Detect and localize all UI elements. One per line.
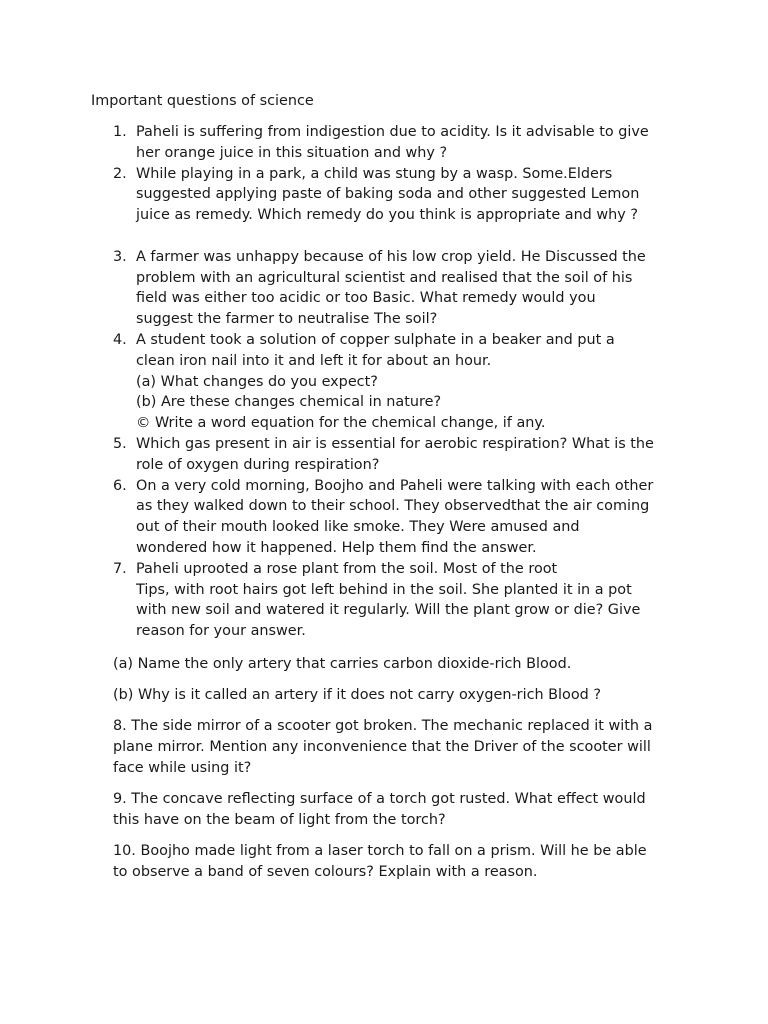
paragraph-text-line: to observe a band of seven colours? Explain with a reason. [113,863,538,880]
question-text-line: While playing in a park, a child was stung by a wasp. Some.Elders [136,165,613,182]
question-text-line: A farmer was unhappy because of his low crop yield. He Discussed the [136,248,646,265]
question-number: 6. [113,477,127,494]
question-item-6 [113,476,683,559]
question-text-line: role of oxygen during respiration? [136,456,380,473]
question-text-line: Paheli uprooted a rose plant from the soil. Most of the root [136,560,558,577]
question-number: 7. [113,560,127,577]
question-text-line: © Write a word equation for the chemical change, if any. [136,415,546,432]
question-text-line: her orange juice in this situation and why ? [136,144,448,161]
question-text-line: with new soil and watered it regularly. Will the plant grow or die? Give [136,602,641,619]
question-item-2 [113,164,683,247]
paragraph-question-9 [113,789,693,831]
paragraph-artery-a [113,654,693,675]
question-number: 2. [113,165,127,182]
document-title: Important questions of science [91,93,314,109]
paragraph-text-line: (b) Why is it called an artery if it does not carry oxygen-rich Blood ? [113,687,602,703]
question-text-line: clean iron nail into it and left it for about an hour. [136,352,492,369]
paragraph-text-line: (a) Name the only artery that carries carbon dioxide-rich Blood. [113,656,572,672]
question-text-line: as they walked down to their school. They observedthat the air coming [136,498,650,515]
question-item-4 [113,330,683,434]
question-item-3 [113,247,683,330]
question-text-line: A student took a solution of copper sulphate in a beaker and put a [136,331,615,348]
paragraph-question-10 [113,841,693,883]
question-text-line: Paheli is suffering from indigestion due to acidity. Is it advisable to give [136,124,649,140]
question-text-line: suggested applying paste of baking soda and other suggested Lemon [136,186,640,203]
question-text-line: out of their mouth looked like smoke. They Were amused and [136,519,580,536]
question-text-line: field was either too acidic or too Basic. What remedy would you [136,290,596,307]
question-number: 5. [113,435,127,452]
question-text-line: (b) Are these changes chemical in nature? [136,394,442,411]
paragraph-text-line: this have on the beam of light from the torch? [113,811,446,828]
question-text-line: wondered how it happened. Help them find the answer. [136,539,537,556]
question-text-line: (a) What changes do you expect? [136,373,378,390]
question-item-5 [113,434,683,476]
question-text-line: On a very cold morning, Boojho and Paheli were talking with each other [136,477,654,494]
paragraph-text-line: face while using it? [113,759,252,776]
question-text-line: Which gas present in air is essential for aerobic respiration? What is the [136,435,654,452]
question-text-line: Tips, with root hairs got left behind in the soil. She planted it in a pot [136,581,632,598]
paragraph-text-line: plane mirror. Mention any inconvenience that the Driver of the scooter will [113,738,651,755]
questions-list [113,122,683,642]
paragraph-text-line: 10. Boojho made light from a laser torch to fall on a prism. Will he be able [113,843,647,859]
question-text-line: suggest the farmer to neutralise The soil? [136,311,438,328]
question-item-1 [113,122,683,164]
paragraph-question-8 [113,716,693,778]
paragraph-artery-b [113,685,693,706]
question-text-line: problem with an agricultural scientist and realised that the soil of his [136,269,633,286]
question-number: 3. [113,248,127,265]
paragraph-text-line: 8. The side mirror of a scooter got broken. The mechanic replaced it with a [113,718,653,734]
question-text-line: juice as remedy. Which remedy do you think is appropriate and why ? [136,207,639,224]
question-text-line: reason for your answer. [136,623,306,640]
blank-line [136,226,683,247]
question-number: 4. [113,331,127,348]
paragraph-text-line: 9. The concave reflecting surface of a torch got rusted. What effect would [113,791,646,807]
question-item-7 [113,559,683,642]
question-number: 1. [113,124,127,140]
